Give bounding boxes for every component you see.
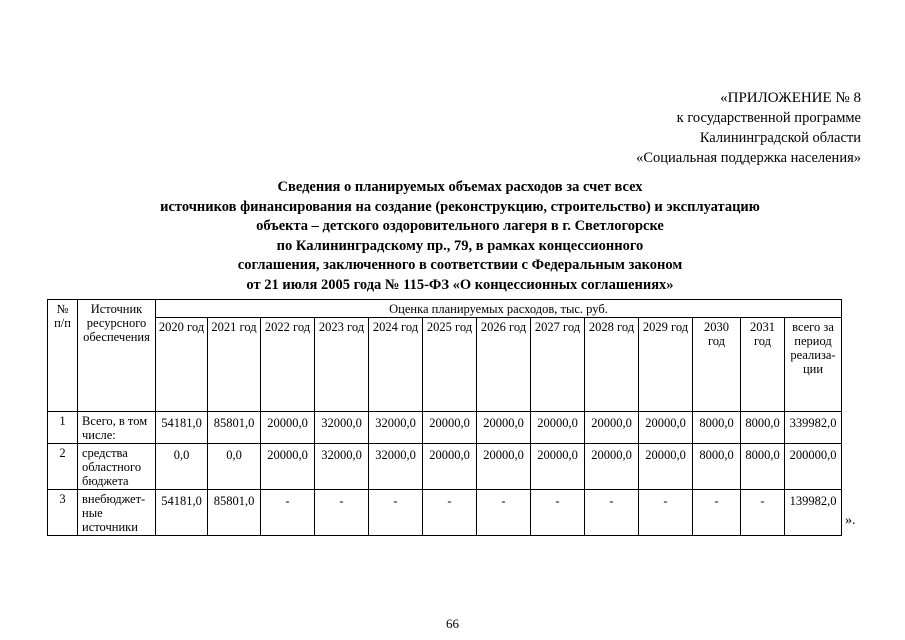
value-cell: 0,0: [208, 444, 261, 490]
title-line: соглашения, заключенного в соответствии с Федеральным законом: [237, 257, 683, 273]
value-cell: -: [423, 490, 477, 536]
value-cell: 20000,0: [531, 444, 585, 490]
value-cell: 20000,0: [585, 412, 639, 444]
total-cell: 200000,0: [785, 444, 842, 490]
appendix-line: «ПРИЛОЖЕНИЕ № 8: [720, 90, 861, 106]
value-cell: 20000,0: [261, 412, 315, 444]
document-title: [120, 178, 800, 295]
row-number: 2: [48, 444, 78, 490]
value-cell: 20000,0: [531, 412, 585, 444]
closing-quote: ».: [845, 513, 856, 528]
years-header-row: [48, 318, 842, 412]
value-cell: 0,0: [156, 444, 208, 490]
page-number: 66: [446, 616, 459, 631]
value-cell: -: [741, 490, 785, 536]
value-cell: 20000,0: [639, 412, 693, 444]
col-source-header: Источник ресурсного обеспечения: [78, 300, 156, 412]
year-header: 2020 год: [156, 318, 208, 412]
appendix-line: к государственной программе: [676, 110, 861, 126]
appendix-line: «Социальная поддержка населения»: [636, 150, 861, 166]
row-source: внебюджет- ные источники: [78, 490, 156, 536]
year-header: 2030 год: [693, 318, 741, 412]
title-line: от 21 июля 2005 года № 115-ФЗ «О концессионных соглашениях»: [246, 276, 674, 293]
value-cell: 8000,0: [741, 412, 785, 444]
year-header: 2028 год: [585, 318, 639, 412]
value-cell: 32000,0: [369, 444, 423, 490]
title-line: объекта – детского оздоровительного лагеря в г. Светлогорске: [256, 218, 664, 234]
table-row: [48, 412, 842, 444]
value-cell: 85801,0: [208, 490, 261, 536]
table-row: [48, 444, 842, 490]
table-row: [48, 490, 842, 536]
year-header: 2029 год: [639, 318, 693, 412]
expenses-table: [47, 299, 842, 536]
col-number-header: № п/п: [48, 300, 78, 412]
value-cell: -: [639, 490, 693, 536]
header-row: [48, 300, 842, 318]
title-line: по Калининградскому пр., 79, в рамках концессионного: [276, 237, 644, 254]
row-number: 3: [48, 490, 78, 536]
value-cell: -: [531, 490, 585, 536]
value-cell: 20000,0: [477, 444, 531, 490]
value-cell: 8000,0: [693, 412, 741, 444]
value-cell: 20000,0: [261, 444, 315, 490]
year-header: 2023 год: [315, 318, 369, 412]
value-cell: 20000,0: [423, 444, 477, 490]
value-cell: -: [261, 490, 315, 536]
total-cell: 139982,0: [785, 490, 842, 536]
value-cell: -: [693, 490, 741, 536]
value-cell: 32000,0: [315, 412, 369, 444]
year-header: 2021 год: [208, 318, 261, 412]
value-cell: 20000,0: [585, 444, 639, 490]
value-cell: 32000,0: [315, 444, 369, 490]
row-source: Всего, в том числе:: [78, 412, 156, 444]
year-header: 2025 год: [423, 318, 477, 412]
year-header: 2031 год: [741, 318, 785, 412]
value-cell: 20000,0: [639, 444, 693, 490]
value-cell: 54181,0: [156, 490, 208, 536]
value-cell: 20000,0: [477, 412, 531, 444]
value-cell: -: [315, 490, 369, 536]
value-cell: -: [369, 490, 423, 536]
year-header: 2026 год: [477, 318, 531, 412]
value-cell: 85801,0: [208, 412, 261, 444]
value-cell: 20000,0: [423, 412, 477, 444]
value-cell: -: [477, 490, 531, 536]
year-header: 2024 год: [369, 318, 423, 412]
value-cell: 54181,0: [156, 412, 208, 444]
value-cell: -: [585, 490, 639, 536]
appendix-line: Калининградской области: [699, 130, 861, 146]
year-header: 2022 год: [261, 318, 315, 412]
total-header: всего за период реализа- ции: [785, 318, 842, 412]
title-line: Сведения о планируемых объемах расходов за счет всех: [277, 179, 643, 195]
year-header: 2027 год: [531, 318, 585, 412]
total-cell: 339982,0: [785, 412, 842, 444]
value-cell: 32000,0: [369, 412, 423, 444]
row-source: средства областного бюджета: [78, 444, 156, 490]
value-cell: 8000,0: [741, 444, 785, 490]
title-line: источников финансирования на создание (реконструкцию, строительство) и эксплуатацию: [160, 198, 760, 215]
appendix-header: [636, 88, 861, 168]
value-cell: 8000,0: [693, 444, 741, 490]
row-number: 1: [48, 412, 78, 444]
expenses-group-header: Оценка планируемых расходов, тыс. руб.: [156, 300, 842, 318]
